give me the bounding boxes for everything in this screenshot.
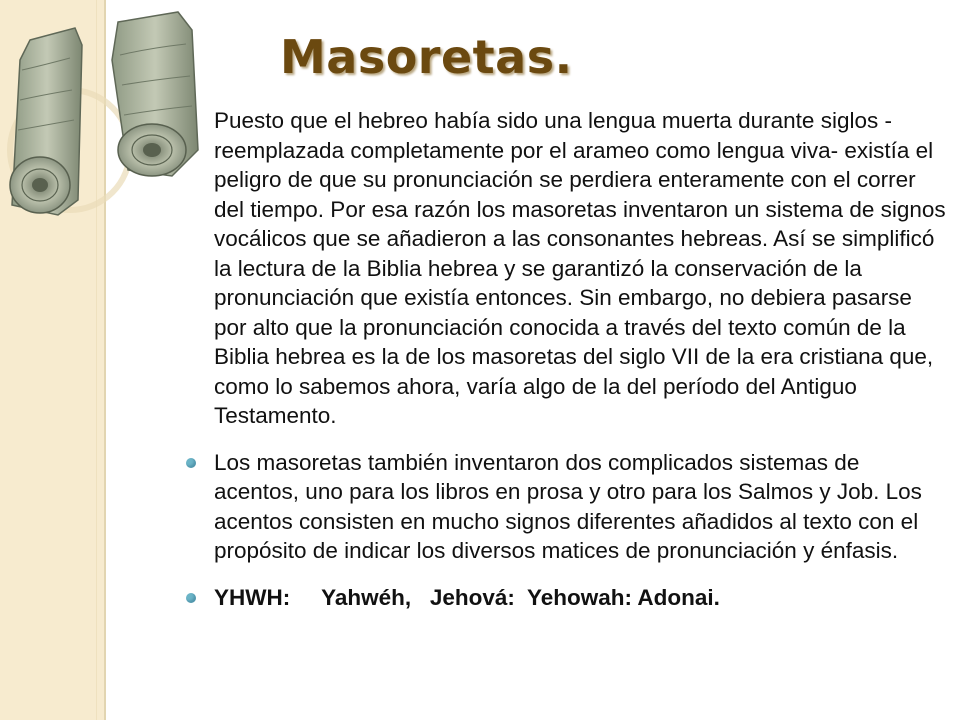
slide-body	[186, 106, 946, 629]
bullet-icon	[186, 458, 196, 468]
bullet-icon	[186, 593, 196, 603]
bullet-item-accents	[186, 448, 946, 566]
paragraph-intro	[186, 106, 946, 431]
scroll-left-icon	[10, 28, 82, 215]
bullet-item-accents-text: Los masoretas también inventaron dos complicados sistemas de acentos, uno para los libros en prosa y otro para los Salmos y Job. Los acentos consisten en mucho signos diferentes añadidos al texto con el propósito de indicar los diversos matices de pronunciación y énfasis.	[214, 449, 922, 563]
bullet-item-names	[186, 583, 946, 613]
slide-title: Masoretas.	[280, 30, 573, 84]
scrolls-image	[0, 0, 210, 240]
paragraph-intro-text: Puesto que el hebreo había sido una lengua muerta durante siglos -reemplazada completamente por el arameo como lengua viva- existía el peligro de que su pronunciación se perdiera enteramente con el correr del tiempo. Por esa razón los masoretas inventaron un sistema de signos vocálicos que se añadieron a las consonantes hebreas. Así se simplificó la lectura de la Biblia hebrea y se garantizó la conservación de la pronunciación que existía entonces. Sin embargo, no debiera pasarse por alto que la pronunciación conocida a través del texto común de la Biblia hebrea es la de los masoretas del siglo VII de la era cristiana que, como lo sabemos ahora, varía algo de la del período del Antiguo Testamento.	[214, 108, 946, 428]
bullet-item-names-text: YHWH: Yahwéh, Jehová: Yehowah: Adonai.	[214, 584, 720, 610]
